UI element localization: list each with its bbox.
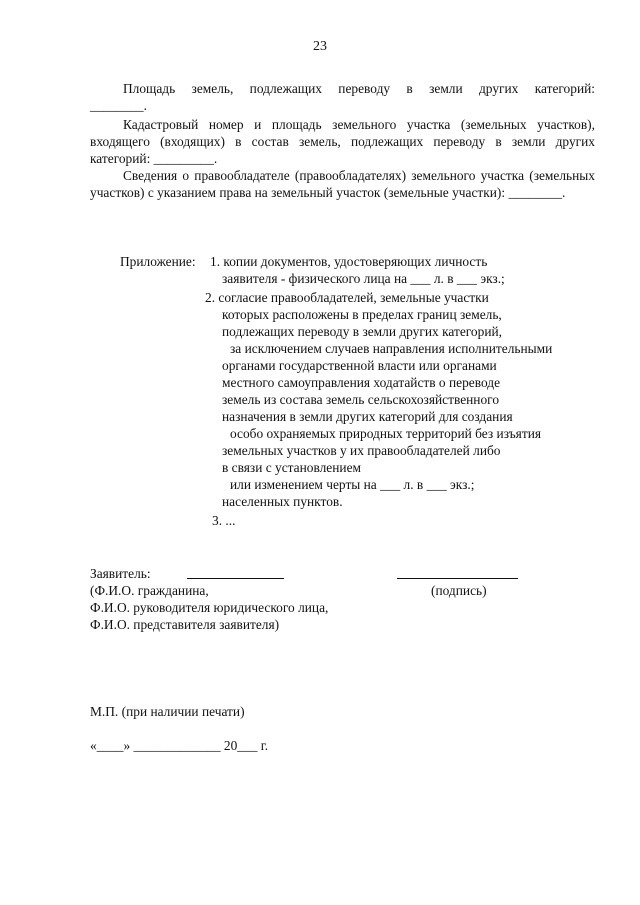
applicant-name-caption: (Ф.И.О. гражданина, <box>90 583 209 598</box>
appendix-line: в связи с установлением <box>222 460 361 475</box>
applicant-name-caption: Ф.И.О. руководителя юридического лица, <box>90 600 329 615</box>
appendix-line: 3. ... <box>212 513 236 528</box>
date-line: «____» _____________ 20___ г. <box>90 738 269 753</box>
applicant-label: Заявитель: <box>90 566 151 581</box>
page-number: 23 <box>313 39 327 54</box>
appendix-line: или изменением черты на ___ л. в ___ экз.; <box>230 477 475 492</box>
appendix-line: населенных пунктов. <box>222 494 343 509</box>
appendix-line: органами государственной власти или органами <box>222 358 497 373</box>
name-signature-line <box>187 577 284 579</box>
appendix-line: заявителя - физического лица на ___ л. в ___ экз.; <box>222 271 505 286</box>
appendix-line: местного самоуправления ходатайств о переводе <box>222 375 501 390</box>
appendix-line: особо охраняемых природных территорий без изъятия <box>230 426 542 441</box>
paragraph-cadastral: Кадастровый номер и площадь земельного участка (земельных участков), входящего (входящих) в состав земель, подлежащих переводу в земли других категорий: _________. <box>90 117 595 166</box>
appendix-line: земель из состава земель сельскохозяйственного <box>222 392 500 407</box>
paragraph-area-line2: ________. <box>90 98 147 113</box>
appendix-line: которых расположены в пределах границ земель, <box>222 307 502 322</box>
sign-signature-line <box>397 577 518 579</box>
appendix-line: подлежащих переводу в земли других категорий, <box>222 324 502 339</box>
sign-caption: (подпись) <box>431 583 487 598</box>
stamp-label: М.П. (при наличии печати) <box>90 704 245 719</box>
paragraph-rightholders: Сведения о правообладателе (правообладателях) земельного участка (земельных участков) с указанием права на земельный участок (земельные участки): ________. <box>90 168 595 200</box>
appendix-line: назначения в земли других категорий для создания <box>222 409 513 424</box>
appendix-line: за исключением случаев направления исполнительными <box>230 341 553 356</box>
appendix-label: Приложение: <box>120 254 196 269</box>
applicant-name-caption: Ф.И.О. представителя заявителя) <box>90 617 280 632</box>
paragraph-area-line1: Площадь земель, подлежащих переводу в земли других категорий: <box>123 81 595 96</box>
appendix-line: 2. согласие правообладателей, земельные участки <box>205 290 489 305</box>
appendix-line: 1. копии документов, удостоверяющих личность <box>210 254 488 269</box>
appendix-line: земельных участков у их правообладателей либо <box>222 443 501 458</box>
